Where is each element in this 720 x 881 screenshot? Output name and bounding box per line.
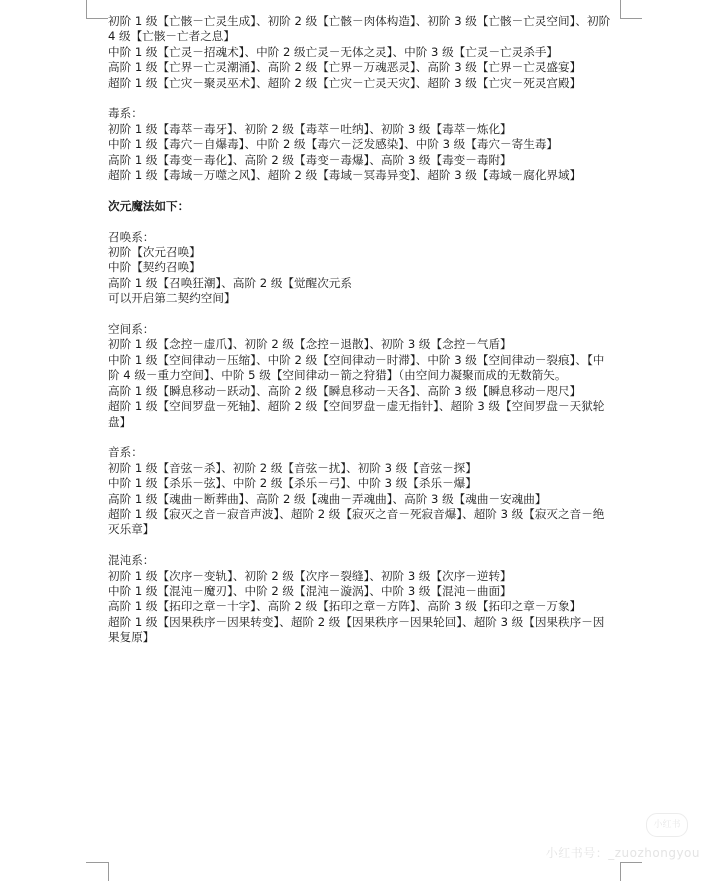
- text-line: 中阶 1 级【混沌－魔刃】、中阶 2 级【混沌－漩涡】、中阶 3 级【混沌－曲面】: [108, 583, 512, 598]
- section-title: 空间系：: [108, 322, 155, 337]
- text-line: 高阶 1 级【召唤狂潮】、高阶 2 级【觉醒次元系: [108, 275, 352, 290]
- watermark-text: 小红书号：_zuozhongyou: [545, 846, 700, 860]
- document-body: [108, 14, 612, 646]
- text-line: 超阶 1 级【寂灭之音－寂音声波】、超阶 2 级【寂灭之音－死寂音爆】、超阶 3 级【寂灭之音－绝灭乐章】: [108, 506, 605, 537]
- crop-mark: [620, 862, 642, 863]
- text-line: 超阶 1 级【毒域－万噬之风】、超阶 2 级【毒域－冥毒异变】、超阶 3 级【毒域－腐化界域】: [108, 168, 582, 183]
- text-line: 中阶 1 级【亡灵－招魂术】、中阶 2 级亡灵－无体之灵】、中阶 3 级【亡灵－亡灵杀手】: [108, 44, 559, 59]
- text-line: 中阶 1 级【毒穴－自爆毒】、中阶 2 级【毒穴－泛发感染】、中阶 3 级【毒穴－寄生毒】: [108, 137, 559, 152]
- text-line: 超阶 1 级【亡灾－聚灵巫术】、超阶 2 级【亡灾－亡灵天灾】、超阶 3 级【亡灾－死灵宫殿】: [108, 75, 582, 90]
- text-line: 高阶 1 级【亡界－亡灵潮涌】、高阶 2 级【亡界－万魂恶灵】、高阶 3 级【亡界－亡灵盛宴】: [108, 60, 582, 75]
- blank-line: [108, 430, 612, 445]
- text-line: 高阶 1 级【瞬息移动－跃动】、高阶 2 级【瞬息移动－天各】、高阶 3 级【瞬息移动－咫尺】: [108, 383, 582, 398]
- chapter-heading: 次元魔法如下：: [108, 198, 190, 213]
- blank-line: [108, 307, 612, 322]
- crop-mark: [86, 18, 108, 19]
- text-line: 中阶【契约召唤】: [108, 260, 201, 275]
- section-title: 毒系：: [108, 106, 143, 121]
- watermark-logo: 小红书: [646, 813, 688, 837]
- crop-mark: [620, 862, 621, 881]
- crop-mark: [108, 862, 109, 881]
- section-title: 混沌系：: [108, 553, 155, 568]
- text-line: 初阶【次元召唤】: [108, 245, 201, 260]
- text-line: 中阶 1 级【杀乐－弦】、中阶 2 级【杀乐－弓】、中阶 3 级【杀乐－爆】: [108, 476, 477, 491]
- text-line: 初阶 1 级【音弦－杀】、初阶 2 级【音弦－扰】、初阶 3 级【音弦－探】: [108, 460, 477, 475]
- blank-line: [108, 183, 612, 198]
- text-line: 高阶 1 级【拓印之章－十字】、高阶 2 级【拓印之章－方阵】、高阶 3 级【拓印之章－万象】: [108, 599, 582, 614]
- section-title: 召唤系：: [108, 229, 155, 244]
- text-line: 初阶 1 级【次序－变轨】、初阶 2 级【次序－裂缝】、初阶 3 级【次序－逆转】: [108, 568, 512, 583]
- text-line: 高阶 1 级【魂曲－断葬曲】、高阶 2 级【魂曲－弄魂曲】、高阶 3 级【魂曲－安魂曲】: [108, 491, 547, 506]
- crop-mark: [86, 862, 108, 863]
- crop-mark: [620, 18, 642, 19]
- section-title: 音系：: [108, 445, 143, 460]
- text-line: 中阶 1 级【空间律动－压缩】、中阶 2 级【空间律动－时滞】、中阶 3 级【空间律动－裂痕】、【中阶 4 级－重力空间】、中阶 5 级【空间律动－箭之狩猎】（由空间力凝聚而成的无数箭矢。: [108, 352, 605, 383]
- crop-mark: [620, 0, 621, 18]
- text-line: 超阶 1 级【空间罗盘－死轴】、超阶 2 级【空间罗盘－虚无指针】、超阶 3 级【空间罗盘－天狱轮盘】: [108, 399, 605, 429]
- text-line: 超阶 1 级【因果秩序－因果转变】、超阶 2 级【因果秩序－因果轮回】、超阶 3 级【因果秩序－因果复原】: [108, 614, 605, 645]
- blank-line: [108, 214, 612, 229]
- text-line: 初阶 1 级【毒萃－毒牙】、初阶 2 级【毒萃－吐纳】、初阶 3 级【毒萃－炼化】: [108, 121, 512, 136]
- text-line: 高阶 1 级【毒变－毒化】、高阶 2 级【毒变－毒爆】、高阶 3 级【毒变－毒附】: [108, 152, 512, 167]
- blank-line: [108, 538, 612, 553]
- crop-mark: [86, 0, 87, 18]
- text-line: 初阶 1 级【亡骸－亡灵生成】、初阶 2 级【亡骸－肉体构造】、初阶 3 级【亡骸－亡灵空间】、初阶 4 级【亡骸－亡者之息】: [108, 14, 614, 44]
- text-line: 可以开启第二契约空间】: [108, 291, 236, 306]
- blank-line: [108, 91, 612, 106]
- text-line: 初阶 1 级【念控－虚爪】、初阶 2 级【念控－退散】、初阶 3 级【念控－气盾】: [108, 337, 512, 352]
